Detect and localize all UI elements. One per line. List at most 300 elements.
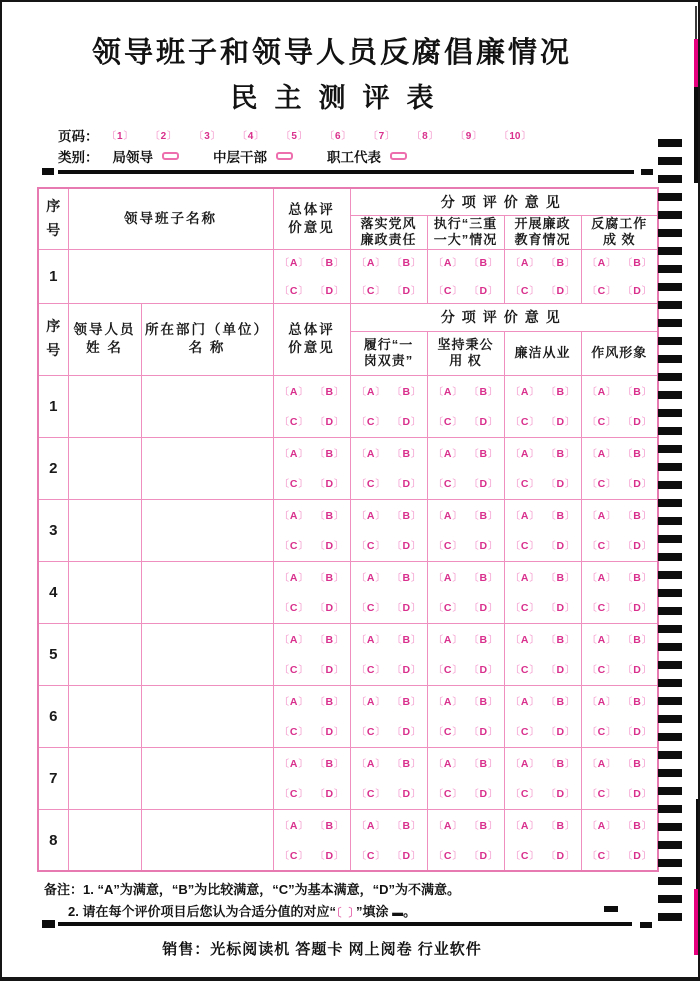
leader-row xyxy=(38,499,658,561)
mark-bubble-c[interactable]: 〔C〕 xyxy=(510,540,539,553)
mark-bubble-b[interactable]: 〔B〕 xyxy=(546,820,575,832)
mark-bubble-d[interactable]: 〔D〕 xyxy=(469,602,498,615)
mark-bubble-c[interactable]: 〔C〕 xyxy=(510,602,539,615)
leader-row xyxy=(38,437,658,499)
sub3-mark-cell xyxy=(504,809,581,871)
mark-bubble-a[interactable]: 〔A〕 xyxy=(510,820,539,832)
mark-bubble-b[interactable]: 〔B〕 xyxy=(392,572,421,585)
page-code-bubble-5[interactable]: 〔5〕 xyxy=(280,131,308,142)
mark-bubble-d[interactable]: 〔D〕 xyxy=(469,788,498,801)
mark-bubble-c[interactable]: 〔C〕 xyxy=(356,788,385,801)
mark-bubble-b[interactable]: 〔B〕 xyxy=(392,634,421,647)
mark-bubble-d[interactable]: 〔D〕 xyxy=(622,664,652,677)
mark-bubble-a[interactable]: 〔A〕 xyxy=(433,257,462,270)
mark-bubble-b[interactable]: 〔B〕 xyxy=(546,510,575,523)
leader-dept-cell[interactable] xyxy=(141,499,273,561)
team-name-cell[interactable] xyxy=(68,249,273,303)
col-header-subgroup: 分项评价意见 xyxy=(350,188,658,215)
mark-bubble-b[interactable]: 〔B〕 xyxy=(546,386,575,399)
sub3-mark-cell xyxy=(504,249,581,303)
sub4-mark-cell xyxy=(581,809,658,871)
leader-name-cell[interactable] xyxy=(68,375,141,437)
mark-bubble-c[interactable]: 〔C〕 xyxy=(279,478,308,491)
sub4-mark-cell xyxy=(581,249,658,303)
mark-bubble-b[interactable]: 〔B〕 xyxy=(392,448,421,461)
page-code-row xyxy=(58,125,531,145)
mark-bubble-b[interactable]: 〔B〕 xyxy=(546,572,575,585)
mark-bubble-d[interactable]: 〔D〕 xyxy=(546,602,575,615)
mark-bubble-a[interactable]: 〔A〕 xyxy=(279,510,308,523)
mark-bubble-c[interactable]: 〔C〕 xyxy=(279,540,308,553)
mark-bubble-c[interactable]: 〔C〕 xyxy=(587,788,616,801)
mark-bubble-b[interactable]: 〔B〕 xyxy=(315,696,344,709)
category-option-label: 中层干部 xyxy=(213,150,267,165)
mark-bubble-d[interactable]: 〔D〕 xyxy=(622,478,652,491)
mark-bubble-b[interactable]: 〔B〕 xyxy=(392,386,421,399)
mark-bubble-b[interactable]: 〔B〕 xyxy=(315,448,344,461)
leader-row xyxy=(38,623,658,685)
mark-bubble-a[interactable]: 〔A〕 xyxy=(587,634,616,647)
page-code-bubble-7[interactable]: 〔7〕 xyxy=(368,131,395,142)
mark-bubble-d[interactable]: 〔D〕 xyxy=(469,850,498,862)
mark-bubble-d[interactable]: 〔D〕 xyxy=(392,726,421,739)
edge-mark xyxy=(694,39,699,87)
mark-bubble-c[interactable]: 〔C〕 xyxy=(587,726,616,739)
mark-bubble-d[interactable]: 〔D〕 xyxy=(546,726,575,739)
col-header-seq: 序 号 xyxy=(38,188,68,249)
mark-bubble-d[interactable]: 〔D〕 xyxy=(622,285,652,298)
mark-bubble-c[interactable]: 〔C〕 xyxy=(433,664,462,677)
sub4-mark-cell xyxy=(581,747,658,809)
sub3-mark-cell xyxy=(504,747,581,809)
sub3-mark-cell xyxy=(504,685,581,747)
mark-bubble-c[interactable]: 〔C〕 xyxy=(587,602,616,615)
col-header-sub-2: 执行“三重 一大”情况 xyxy=(427,215,504,249)
sub3-mark-cell xyxy=(504,437,581,499)
mark-bubble-c[interactable]: 〔C〕 xyxy=(433,285,462,298)
calibration-line-top xyxy=(58,170,634,174)
team-row xyxy=(38,249,658,303)
calibration-line-bottom xyxy=(58,922,632,926)
leader-name-cell[interactable] xyxy=(68,561,141,623)
mark-bubble-b[interactable]: 〔B〕 xyxy=(392,510,421,523)
mark-bubble-d[interactable]: 〔D〕 xyxy=(315,478,344,491)
mark-bubble-b[interactable]: 〔B〕 xyxy=(315,634,344,647)
sub4-mark-cell xyxy=(581,561,658,623)
mark-bubble-c[interactable]: 〔C〕 xyxy=(279,285,308,298)
mark-bubble-a[interactable]: 〔A〕 xyxy=(587,820,616,832)
mark-bubble-a[interactable]: 〔A〕 xyxy=(587,257,616,270)
sub1-mark-cell xyxy=(350,375,427,437)
mark-bubble-c[interactable]: 〔C〕 xyxy=(587,285,616,298)
mark-bubble-c[interactable]: 〔C〕 xyxy=(510,788,539,801)
mark-bubble-d[interactable]: 〔D〕 xyxy=(315,788,344,801)
mark-bubble-c[interactable]: 〔C〕 xyxy=(356,850,385,862)
mark-bubble-a[interactable]: 〔A〕 xyxy=(587,696,616,709)
leader-row xyxy=(38,561,658,623)
mark-bubble-b[interactable]: 〔B〕 xyxy=(622,572,652,585)
sub4-mark-cell xyxy=(581,685,658,747)
mark-bubble-a[interactable]: 〔A〕 xyxy=(356,257,385,270)
leader-name-cell[interactable] xyxy=(68,809,141,871)
mark-bubble-d[interactable]: 〔D〕 xyxy=(392,478,421,491)
mark-bubble-d[interactable]: 〔D〕 xyxy=(315,726,344,739)
sub2-mark-cell xyxy=(427,747,504,809)
mark-bubble-c[interactable]: 〔C〕 xyxy=(279,726,308,739)
page-code-bubble-4[interactable]: 〔4〕 xyxy=(237,131,264,142)
mark-bubble-a[interactable]: 〔A〕 xyxy=(433,696,462,709)
sub1-mark-cell xyxy=(350,747,427,809)
mark-bubble-a[interactable]: 〔A〕 xyxy=(587,386,616,399)
calibration-dash xyxy=(640,922,652,928)
sub2-mark-cell xyxy=(427,561,504,623)
row-seq: 3 xyxy=(38,499,68,561)
col-header-subgroup-2: 分项评价意见 xyxy=(350,303,658,331)
mark-bubble-a[interactable]: 〔A〕 xyxy=(510,386,539,399)
mark-bubble-d[interactable]: 〔D〕 xyxy=(315,602,344,615)
timing-marks xyxy=(658,139,682,927)
mark-bubble-c[interactable]: 〔C〕 xyxy=(433,416,462,429)
mark-bubble-c[interactable]: 〔C〕 xyxy=(510,416,539,429)
mark-bubble-a[interactable]: 〔A〕 xyxy=(587,510,616,523)
mark-bubble-a[interactable]: 〔A〕 xyxy=(510,634,539,647)
mark-bubble-c[interactable]: 〔C〕 xyxy=(433,726,462,739)
mark-bubble-b[interactable]: 〔B〕 xyxy=(315,572,344,585)
leader-dept-cell[interactable] xyxy=(141,809,273,871)
mark-bubble-b[interactable]: 〔B〕 xyxy=(469,820,498,832)
mark-bubble-d[interactable]: 〔D〕 xyxy=(392,285,421,298)
mark-bubble-d[interactable]: 〔D〕 xyxy=(392,602,421,615)
row-seq: 5 xyxy=(38,623,68,685)
mark-bubble-c[interactable]: 〔C〕 xyxy=(433,602,462,615)
mark-bubble-c[interactable]: 〔C〕 xyxy=(356,664,385,677)
col-header-team-name: 领导班子名称 xyxy=(68,188,273,249)
mark-bubble-d[interactable]: 〔D〕 xyxy=(469,540,498,553)
page-subtitle: 民主测评表 xyxy=(230,83,451,113)
mark-bubble-a[interactable]: 〔A〕 xyxy=(356,510,385,523)
edge-mark xyxy=(696,799,699,889)
mark-bubble-c[interactable]: 〔C〕 xyxy=(279,788,308,801)
mark-bubble-c[interactable]: 〔C〕 xyxy=(587,416,616,429)
mark-bubble-a[interactable]: 〔A〕 xyxy=(587,448,616,461)
mark-bubble-a[interactable]: 〔A〕 xyxy=(510,696,539,709)
mark-bubble-a[interactable]: 〔A〕 xyxy=(433,448,462,461)
seller-line: 销售：光标阅读机 答题卡 网上阅卷 行业软件 xyxy=(162,941,482,958)
mark-bubble-d[interactable]: 〔D〕 xyxy=(546,478,575,491)
col-header-leader-name: 领导人员 姓 名 xyxy=(68,303,141,375)
mark-bubble-b[interactable]: 〔B〕 xyxy=(315,510,344,523)
mark-bubble-b[interactable]: 〔B〕 xyxy=(469,696,498,709)
mark-bubble-d[interactable]: 〔D〕 xyxy=(622,850,652,862)
mark-bubble-d[interactable]: 〔D〕 xyxy=(546,416,575,429)
mark-bubble-c[interactable]: 〔C〕 xyxy=(279,602,308,615)
leader-dept-cell[interactable] xyxy=(141,747,273,809)
mark-bubble-d[interactable]: 〔D〕 xyxy=(392,416,421,429)
leader-row xyxy=(38,809,658,871)
mark-bubble-b[interactable]: 〔B〕 xyxy=(622,386,652,399)
mark-bubble-d[interactable]: 〔D〕 xyxy=(392,540,421,553)
col-header-dept: 所在部门（单位） 名 称 xyxy=(141,303,273,375)
mark-bubble-d[interactable]: 〔D〕 xyxy=(392,788,421,801)
leader-name-cell[interactable] xyxy=(68,747,141,809)
mark-bubble-a[interactable]: 〔A〕 xyxy=(279,257,308,270)
page-code-bubble-9[interactable]: 〔9〕 xyxy=(455,131,482,142)
mark-bubble-d[interactable]: 〔D〕 xyxy=(469,664,498,677)
leader-dept-cell[interactable] xyxy=(141,623,273,685)
mark-bubble-b[interactable]: 〔B〕 xyxy=(392,820,421,832)
mark-bubble-b[interactable]: 〔B〕 xyxy=(546,257,575,270)
mark-bubble-a[interactable]: 〔A〕 xyxy=(279,696,308,709)
page-code-bubble-1[interactable]: 〔1〕 xyxy=(106,131,134,142)
sub4-mark-cell xyxy=(581,623,658,685)
mark-bubble-d[interactable]: 〔D〕 xyxy=(622,726,652,739)
sub2-mark-cell xyxy=(427,249,504,303)
mark-bubble-c[interactable]: 〔C〕 xyxy=(279,850,308,862)
mark-bubble-d[interactable]: 〔D〕 xyxy=(469,478,498,491)
mark-bubble-b[interactable]: 〔B〕 xyxy=(315,758,344,771)
mark-bubble-c[interactable]: 〔C〕 xyxy=(279,664,308,677)
sub2-mark-cell xyxy=(427,809,504,871)
mark-bubble-c[interactable]: 〔C〕 xyxy=(356,602,385,615)
sub1-mark-cell xyxy=(350,809,427,871)
mark-bubble-a[interactable]: 〔A〕 xyxy=(279,820,308,832)
mark-bubble-c[interactable]: 〔C〕 xyxy=(279,416,308,429)
mark-bubble-d[interactable]: 〔D〕 xyxy=(546,850,575,862)
mark-bubble-d[interactable]: 〔D〕 xyxy=(469,285,498,298)
mark-bubble-c[interactable]: 〔C〕 xyxy=(587,664,616,677)
calibration-dash xyxy=(641,169,653,175)
mark-bubble-a[interactable]: 〔A〕 xyxy=(433,634,462,647)
mark-bubble-d[interactable]: 〔D〕 xyxy=(622,788,652,801)
mark-bubble-b[interactable]: 〔B〕 xyxy=(622,758,652,771)
col-header-overall-2: 总体评 价意见 xyxy=(273,303,350,375)
notes-label: 备注： xyxy=(44,882,84,897)
calibration-square xyxy=(42,168,54,175)
mark-bubble-a[interactable]: 〔A〕 xyxy=(510,257,539,270)
overall-mark-cell xyxy=(273,747,350,809)
overall-mark-cell xyxy=(273,623,350,685)
mark-bubble-c[interactable]: 〔C〕 xyxy=(433,788,462,801)
mark-bubble-b[interactable]: 〔B〕 xyxy=(469,758,498,771)
mark-bubble-d[interactable]: 〔D〕 xyxy=(546,285,575,298)
mark-bubble-b[interactable]: 〔B〕 xyxy=(392,257,421,270)
mark-bubble-a[interactable]: 〔A〕 xyxy=(433,510,462,523)
row-seq: 1 xyxy=(38,375,68,437)
col-header-sub2-4: 作风形象 xyxy=(581,331,658,375)
category-label: 类别： xyxy=(58,150,99,165)
mark-bubble-c[interactable]: 〔C〕 xyxy=(510,850,539,862)
mark-bubble-a[interactable]: 〔A〕 xyxy=(433,572,462,585)
overall-mark-cell xyxy=(273,249,350,303)
mark-bubble-a[interactable]: 〔A〕 xyxy=(433,758,462,771)
page-code-bubble-2[interactable]: 〔2〕 xyxy=(150,131,177,142)
sub2-mark-cell xyxy=(427,623,504,685)
mark-bubble-a[interactable]: 〔A〕 xyxy=(279,386,308,399)
mark-bubble-b[interactable]: 〔B〕 xyxy=(622,257,652,270)
mark-bubble-d[interactable]: 〔D〕 xyxy=(315,540,344,553)
sub1-mark-cell xyxy=(350,623,427,685)
mark-bubble-b[interactable]: 〔B〕 xyxy=(392,696,421,709)
mark-bubble-a[interactable]: 〔A〕 xyxy=(587,758,616,771)
mark-bubble-b[interactable]: 〔B〕 xyxy=(622,448,652,461)
leader-dept-cell[interactable] xyxy=(141,685,273,747)
note-line-2: 2. 请在每个评价项目后您认为合适分值的对应“〔 〕”填涂 ▬。 xyxy=(68,904,417,919)
sub2-mark-cell xyxy=(427,437,504,499)
leader-row xyxy=(38,685,658,747)
mark-bubble-c[interactable]: 〔C〕 xyxy=(356,540,385,553)
mark-bubble-d[interactable]: 〔D〕 xyxy=(392,664,421,677)
mark-bubble-d[interactable]: 〔D〕 xyxy=(315,850,344,862)
sub4-mark-cell xyxy=(581,499,658,561)
mark-bubble-b[interactable]: 〔B〕 xyxy=(546,634,575,647)
category-checkbox[interactable] xyxy=(276,152,293,160)
mark-bubble-b[interactable]: 〔B〕 xyxy=(622,510,652,523)
mark-bubble-c[interactable]: 〔C〕 xyxy=(433,478,462,491)
leader-dept-cell[interactable] xyxy=(141,561,273,623)
mark-bubble-d[interactable]: 〔D〕 xyxy=(622,602,652,615)
page-title: 领导班子和领导人员反腐倡廉情况 xyxy=(91,37,572,69)
leader-row xyxy=(38,747,658,809)
mark-bubble-c[interactable]: 〔C〕 xyxy=(356,726,385,739)
mark-bubble-c[interactable]: 〔C〕 xyxy=(356,416,385,429)
col-header-sub-3: 开展廉政 教育情况 xyxy=(504,215,581,249)
sub1-mark-cell xyxy=(350,499,427,561)
leader-dept-cell[interactable] xyxy=(141,375,273,437)
mark-bubble-d[interactable]: 〔D〕 xyxy=(469,726,498,739)
mark-bubble-b[interactable]: 〔B〕 xyxy=(469,572,498,585)
mark-bubble-c[interactable]: 〔C〕 xyxy=(587,478,616,491)
col-header-sub2-1: 履行“一 岗双责” xyxy=(350,331,427,375)
mark-bubble-b[interactable]: 〔B〕 xyxy=(392,758,421,771)
mark-bubble-c[interactable]: 〔C〕 xyxy=(510,664,539,677)
row-seq: 6 xyxy=(38,685,68,747)
mark-bubble-b[interactable]: 〔B〕 xyxy=(622,820,652,832)
mark-bubble-b[interactable]: 〔B〕 xyxy=(546,696,575,709)
mark-bubble-b[interactable]: 〔B〕 xyxy=(546,758,575,771)
mark-bubble-c[interactable]: 〔C〕 xyxy=(510,285,539,298)
mark-bubble-a[interactable]: 〔A〕 xyxy=(510,510,539,523)
mark-bubble-a[interactable]: 〔A〕 xyxy=(279,634,308,647)
mark-bubble-d[interactable]: 〔D〕 xyxy=(546,540,575,553)
page-code-bubble-3[interactable]: 〔3〕 xyxy=(193,131,221,142)
col-header-sub2-3: 廉洁从业 xyxy=(504,331,581,375)
mark-bubble-c[interactable]: 〔C〕 xyxy=(510,478,539,491)
page-code-bubble-10[interactable]: 〔10〕 xyxy=(498,131,531,142)
mark-bubble-a[interactable]: 〔A〕 xyxy=(356,696,385,709)
leader-name-cell[interactable] xyxy=(68,685,141,747)
mark-bubble-d[interactable]: 〔D〕 xyxy=(315,664,344,677)
row-seq: 8 xyxy=(38,809,68,871)
leader-name-cell[interactable] xyxy=(68,623,141,685)
leader-dept-cell[interactable] xyxy=(141,437,273,499)
mark-bubble-a[interactable]: 〔A〕 xyxy=(279,572,308,585)
category-checkbox[interactable] xyxy=(390,152,407,160)
sub1-mark-cell xyxy=(350,249,427,303)
mark-bubble-d[interactable]: 〔D〕 xyxy=(622,540,652,553)
mark-bubble-a[interactable]: 〔A〕 xyxy=(279,758,308,771)
mark-bubble-a[interactable]: 〔A〕 xyxy=(356,572,385,585)
mark-bubble-c[interactable]: 〔C〕 xyxy=(587,540,616,553)
mark-bubble-c[interactable]: 〔C〕 xyxy=(433,850,462,862)
col-header-sub2-2: 坚持秉公 用 权 xyxy=(427,331,504,375)
category-checkbox[interactable] xyxy=(162,152,179,160)
mark-bubble-b[interactable]: 〔B〕 xyxy=(469,510,498,523)
mark-bubble-d[interactable]: 〔D〕 xyxy=(315,285,344,298)
mark-bubble-a[interactable]: 〔A〕 xyxy=(587,572,616,585)
mark-bubble-a[interactable]: 〔A〕 xyxy=(510,758,539,771)
fill-mark-sample: ▬ xyxy=(392,907,404,919)
mark-bubble-a[interactable]: 〔A〕 xyxy=(433,386,462,399)
mark-bubble-a[interactable]: 〔A〕 xyxy=(356,634,385,647)
mark-bubble-d[interactable]: 〔D〕 xyxy=(546,664,575,677)
mark-bubble-d[interactable]: 〔D〕 xyxy=(392,850,421,862)
mark-bubble-c[interactable]: 〔C〕 xyxy=(356,478,385,491)
mark-bubble-a[interactable]: 〔A〕 xyxy=(433,820,462,832)
mark-bubble-d[interactable]: 〔D〕 xyxy=(469,416,498,429)
sub1-mark-cell xyxy=(350,437,427,499)
mark-bubble-d[interactable]: 〔D〕 xyxy=(622,416,652,429)
mark-bubble-a[interactable]: 〔A〕 xyxy=(279,448,308,461)
sub1-mark-cell xyxy=(350,685,427,747)
row-seq: 2 xyxy=(38,437,68,499)
mark-bubble-a[interactable]: 〔A〕 xyxy=(356,448,385,461)
mark-bubble-c[interactable]: 〔C〕 xyxy=(433,540,462,553)
mark-bubble-b[interactable]: 〔B〕 xyxy=(469,448,498,461)
col-header-sub-4: 反腐工作 成 效 xyxy=(581,215,658,249)
mark-bubble-b[interactable]: 〔B〕 xyxy=(622,634,652,647)
sub3-mark-cell xyxy=(504,561,581,623)
edge-mark xyxy=(694,87,699,183)
category-options xyxy=(113,146,408,166)
mark-bubble-a[interactable]: 〔A〕 xyxy=(510,448,539,461)
category-option-label: 职工代表 xyxy=(327,150,381,165)
mark-bubble-b[interactable]: 〔B〕 xyxy=(622,696,652,709)
mark-bubble-a[interactable]: 〔A〕 xyxy=(356,758,385,771)
leader-row xyxy=(38,375,658,437)
mark-bubble-c[interactable]: 〔C〕 xyxy=(510,726,539,739)
mark-bubble-d[interactable]: 〔D〕 xyxy=(546,788,575,801)
edge-mark xyxy=(694,889,699,955)
mark-bubble-b[interactable]: 〔B〕 xyxy=(469,634,498,647)
mark-bubble-a[interactable]: 〔A〕 xyxy=(356,820,385,832)
leader-name-cell[interactable] xyxy=(68,437,141,499)
mark-bubble-a[interactable]: 〔A〕 xyxy=(510,572,539,585)
evaluation-table xyxy=(37,187,659,872)
overall-mark-cell xyxy=(273,437,350,499)
mark-bubble-d[interactable]: 〔D〕 xyxy=(315,416,344,429)
mark-bubble-c[interactable]: 〔C〕 xyxy=(587,850,616,862)
leader-name-cell[interactable] xyxy=(68,499,141,561)
mark-bubble-b[interactable]: 〔B〕 xyxy=(315,820,344,832)
calibration-square xyxy=(42,920,55,928)
mark-bubble-b[interactable]: 〔B〕 xyxy=(469,386,498,399)
mark-bubble-a[interactable]: 〔A〕 xyxy=(356,386,385,399)
edge-mark xyxy=(695,6,697,39)
sub2-mark-cell xyxy=(427,685,504,747)
mark-bubble-c[interactable]: 〔C〕 xyxy=(356,285,385,298)
sub2-mark-cell xyxy=(427,499,504,561)
mark-bubble-b[interactable]: 〔B〕 xyxy=(315,386,344,399)
row-seq: 4 xyxy=(38,561,68,623)
page-code-bubble-8[interactable]: 〔8〕 xyxy=(411,131,439,142)
mark-bubble-b[interactable]: 〔B〕 xyxy=(546,448,575,461)
sub3-mark-cell xyxy=(504,499,581,561)
overall-mark-cell xyxy=(273,809,350,871)
page-code-bubble-6[interactable]: 〔6〕 xyxy=(324,131,352,142)
sub3-mark-cell xyxy=(504,623,581,685)
mark-bubble-b[interactable]: 〔B〕 xyxy=(469,257,498,270)
mark-bubble-b[interactable]: 〔B〕 xyxy=(315,257,344,270)
